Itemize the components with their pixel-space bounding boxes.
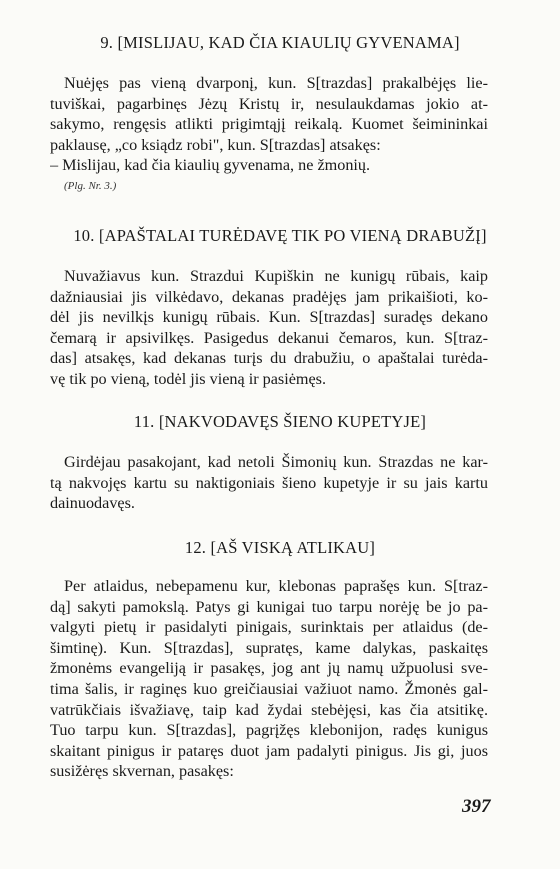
text-line: čemarą ir apsivilkęs. Pasigedus dekanui čemaros, kun. S[traz- (50, 328, 488, 347)
text-line: susižėręs skvernan, pasakęs: (50, 762, 234, 781)
text-line: Per atlaidus, nebepamenu kur, klebonas paprašęs kun. S[traz- (64, 577, 488, 595)
text-line: Girdėjau pasakojant, kad netoli Šimonių kun. Strazdas ne kar- (64, 453, 488, 471)
text-line: valgyti pietų ir pasidalyti pinigais, surinktais per atlaidus (de- (50, 618, 488, 637)
text-line: vatrūkčiais išvažiavę, taip kad žydai stebėjęsi, kas čia atsitikę. (50, 700, 488, 719)
text-line: tą nakvojęs kartu su naktigoniais šieno kupetyje ir su jais kartu (50, 473, 488, 492)
text-line: paklausę, „co ksiądz robi", kun. S[trazdas] atsakęs: (50, 135, 381, 154)
section-paragraph-12 (50, 576, 488, 782)
section-paragraph-10 (50, 266, 488, 390)
text-line: dažniausiai jis vilkėdavo, dekanas pradėjęs jam prikaišioti, ko- (50, 287, 488, 306)
text-line: Nuvažiavus kun. Strazdui Kupiškin ne kunigų rūbais, kaip (64, 267, 488, 285)
text-line: Nuėjęs pas vieną dvarponį, kun. S[trazdas] prakalbėjęs lie- (64, 74, 488, 92)
text-line: dainuodavęs. (50, 494, 135, 513)
section-heading-11: 11. [NAKVODAVĘS ŠIENO KUPETYJE] (133, 412, 427, 431)
text-line: Tuo tarpu kun. S[trazdas], pagrįžęs klebonijon, radęs kunigus (50, 721, 488, 740)
section-paragraph-9 (50, 73, 488, 176)
text-line: dėl jis nevilkįs kunigų rūbais. Kun. S[trazdas] suradęs dekano (50, 308, 488, 327)
text-line: vę tik po vieną, todėl jis vieną ir pasiėmęs. (50, 369, 327, 388)
text-line: tuviškai, pagarbinęs Jėzų Kristų ir, nesulaukdamas jokio at- (50, 94, 488, 113)
text-line: tima šalis, ir raginęs kuo greičiausiai važiuot namo. Žmonės gal- (50, 679, 488, 698)
section-heading-9: 9. [MISLIJAU, KAD ČIA KIAULIŲ GYVENAMA] (100, 33, 460, 52)
section-heading-10: 10. [APAŠTALAI TURĖDAVĘ TIK PO VIENĄ DRABUŽĮ] (73, 226, 487, 245)
text-line: dą] sakyti pamokslą. Patys gi kunigai tuo tarpu norėję be jo pa- (50, 597, 488, 616)
section-heading-12: 12. [AŠ VISKĄ ATLIKAU] (184, 538, 376, 557)
reference-note: (Plg. Nr. 3.) (64, 180, 117, 192)
page-number: 397 (462, 796, 491, 817)
text-line: šimtinę). Kun. S[trazdas], supratęs, kame dalykas, paskaitęs (50, 638, 488, 657)
text-line: žmonėms evangeliją ir pasakęs, jog ant jų namų užpuolusi sve- (50, 659, 488, 678)
text-line: das] atsakęs, kad dekanas turįs du drabužiu, o apaštalai turėda- (50, 349, 488, 368)
text-line: skaitant pinigus ir pataręs duot jam padalyti pinigus. Jis gi, juos (50, 741, 488, 760)
text-line: – Mislijau, kad čia kiaulių gyvenama, ne žmonių. (50, 156, 371, 175)
text-line: sakymo, rengęsis atlikti prigimtąjį reikalą. Kuomet šeimininkai (50, 115, 488, 134)
section-paragraph-11 (50, 452, 488, 514)
